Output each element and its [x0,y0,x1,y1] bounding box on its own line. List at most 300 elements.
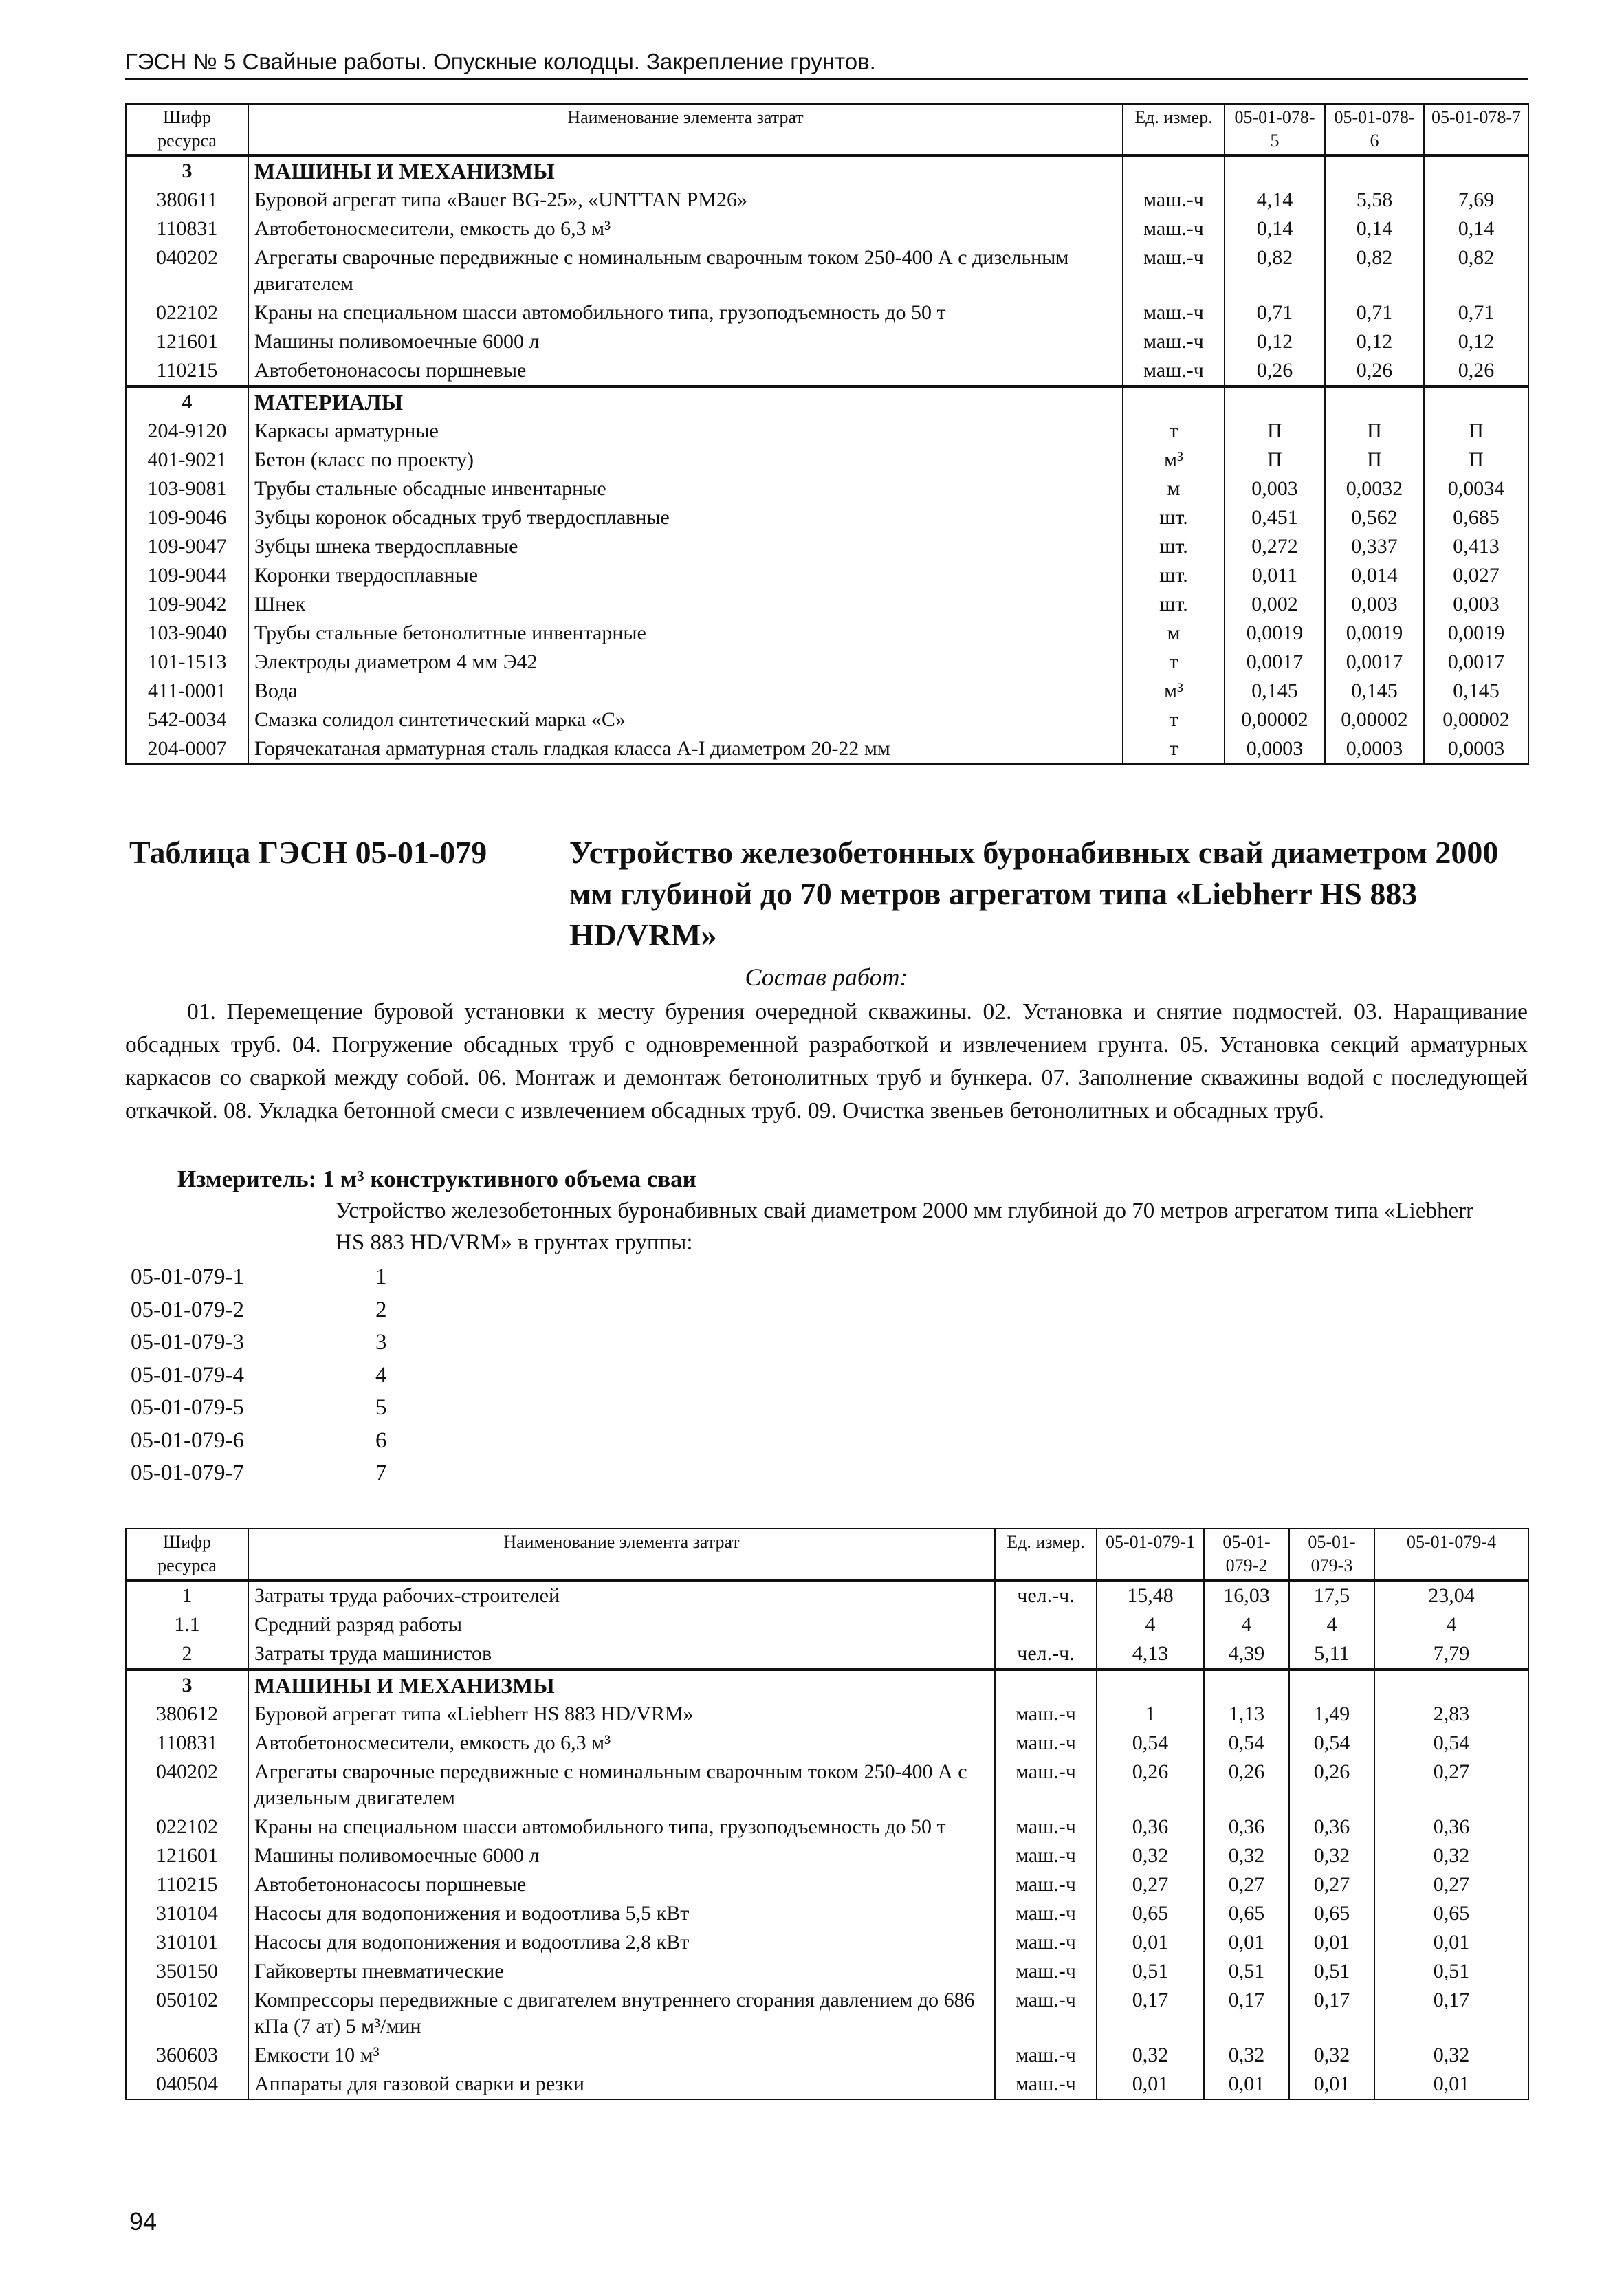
variant-code: 05-01-079-2 [131,1297,244,1322]
norm-value: 0,14 [1424,215,1528,243]
table-row [126,243,1528,298]
unit-of-measure: м³ [1123,446,1225,474]
norm-value [1225,386,1325,417]
variant-row [131,1425,543,1458]
unit-of-measure: чел.-ч. [995,1580,1097,1610]
norm-value: 5,58 [1325,186,1424,215]
table-row [126,1639,1528,1670]
resource-name: Бетон (класс по проекту) [248,446,1123,474]
page-number: 94 [129,2207,157,2235]
norm-value: 0,337 [1325,532,1424,561]
resource-code: 360603 [126,2041,248,2070]
resource-code: 050102 [126,1986,248,2041]
norm-value: 0,54 [1289,1729,1374,1758]
norm-value: 0,32 [1374,1841,1528,1870]
norm-value: 0,36 [1374,1813,1528,1841]
norm-value: 0,32 [1289,1841,1374,1870]
unit-of-measure: маш.-ч [1123,243,1225,298]
table-row [126,417,1528,446]
norm-value: 0,26 [1097,1758,1204,1813]
resource-table-079 [125,1528,1529,2100]
resource-name: МАШИНЫ И МЕХАНИЗМЫ [248,155,1123,186]
resource-code: 310104 [126,1899,248,1928]
table-row [126,532,1528,561]
variant-list [131,1261,543,1490]
norm-value: 0,82 [1225,243,1325,298]
table-row [126,298,1528,327]
resource-code: 3 [126,155,248,186]
resource-name: Агрегаты сварочные передвижные с номинальным сварочным током 250-400 А с дизельным двигателем [248,1758,995,1813]
norm-value: 0,01 [1289,1928,1374,1957]
norm-value: П [1424,417,1528,446]
norm-value: 2,83 [1374,1700,1528,1729]
norm-value: 1,49 [1289,1700,1374,1729]
column-header: Шифр ресурса [126,1529,248,1580]
norm-value: 0,0017 [1424,648,1528,677]
soil-group: 4 [375,1362,387,1388]
resource-code: 380611 [126,186,248,215]
norm-value: 0,0019 [1424,619,1528,648]
norm-value: 4 [1097,1610,1204,1639]
resource-code: 1.1 [126,1610,248,1639]
resource-code: 109-9046 [126,503,248,532]
resource-code: 4 [126,386,248,417]
norm-value: 0,51 [1097,1957,1204,1986]
norm-value: 0,145 [1424,677,1528,706]
section-row [126,386,1528,417]
table-row [126,1700,1528,1729]
norm-value: 0,12 [1325,327,1424,356]
norm-value [1289,1670,1374,1700]
norm-value: 0,01 [1289,2070,1374,2099]
norm-value: 0,26 [1225,356,1325,386]
table-row [126,1758,1528,1813]
resource-code: 022102 [126,1813,248,1841]
variant-row [131,1457,543,1490]
norm-value: 0,00002 [1424,706,1528,734]
running-header: ГЭСН № 5 Свайные работы. Опускные колодцы. Закрепление грунтов. [125,48,1528,80]
norm-value: 0,32 [1097,2041,1204,2070]
norm-value: 0,014 [1325,561,1424,590]
unit-of-measure [1123,155,1225,186]
unit-of-measure: т [1123,706,1225,734]
norm-value: 0,32 [1204,1841,1289,1870]
column-header: 05-01-078-5 [1225,104,1325,155]
table-row [126,1986,1528,2041]
resource-code: 121601 [126,1841,248,1870]
unit-of-measure: маш.-ч [995,1899,1097,1928]
unit-of-measure: маш.-ч [995,1758,1097,1813]
resource-code: 121601 [126,327,248,356]
resource-code: 2 [126,1639,248,1670]
table-row [126,1870,1528,1899]
norm-value: 0,17 [1204,1986,1289,2041]
unit-of-measure: шт. [1123,590,1225,619]
resource-code: 109-9047 [126,532,248,561]
unit-of-measure: м [1123,619,1225,648]
table-row [126,1899,1528,1928]
resource-code: 1 [126,1580,248,1610]
norm-value: 0,00002 [1225,706,1325,734]
norm-value: 0,0034 [1424,474,1528,503]
norm-value: 16,03 [1204,1580,1289,1610]
resource-name: Затраты труда машинистов [248,1639,995,1670]
soil-group: 3 [375,1330,387,1355]
resource-code: 110831 [126,1729,248,1758]
variant-row [131,1392,543,1425]
resource-code: 401-9021 [126,446,248,474]
table-row [126,1610,1528,1639]
unit-of-measure: маш.-ч [995,1841,1097,1870]
variant-row [131,1294,543,1327]
resource-name: Емкости 10 м³ [248,2041,995,2070]
table-row [126,2041,1528,2070]
norm-value: 0,685 [1424,503,1528,532]
norm-value: 0,14 [1225,215,1325,243]
table-row [126,1957,1528,1986]
soil-group: 6 [375,1428,387,1453]
unit-of-measure: маш.-ч [995,1700,1097,1729]
resource-name: Автобетононасосы поршневые [248,1870,995,1899]
norm-value: 0,413 [1424,532,1528,561]
resource-code: 022102 [126,298,248,327]
table-row [126,590,1528,619]
norm-value: 0,0003 [1225,734,1325,764]
norm-value: 0,82 [1325,243,1424,298]
norm-value: 0,51 [1289,1957,1374,1986]
resource-name: Смазка солидол синтетический марка «С» [248,706,1123,734]
column-header: Ед. измер. [995,1529,1097,1580]
unit-of-measure: т [1123,417,1225,446]
norm-value: 0,0019 [1225,619,1325,648]
variant-code: 05-01-079-1 [131,1265,244,1289]
norm-value: 0,32 [1289,2041,1374,2070]
resource-code: 109-9042 [126,590,248,619]
norm-value: 0,00002 [1325,706,1424,734]
norm-value: 0,54 [1097,1729,1204,1758]
norm-value: 0,451 [1225,503,1325,532]
resource-name: Шнек [248,590,1123,619]
norm-value [1374,1670,1528,1700]
norm-value: 0,0003 [1424,734,1528,764]
variant-row [131,1359,543,1392]
resource-name: Компрессоры передвижные с двигателем внутреннего сгорания давлением до 686 кПа (7 ат) 5 м³/мин [248,1986,995,2041]
resource-name: Средний разряд работы [248,1610,995,1639]
norm-value: П [1225,446,1325,474]
table-row [126,356,1528,386]
resource-code: 103-9081 [126,474,248,503]
unit-of-measure: чел.-ч. [995,1639,1097,1670]
resource-code: 110215 [126,356,248,386]
resource-name: Каркасы арматурные [248,417,1123,446]
norm-value [1424,155,1528,186]
table-row [126,2070,1528,2099]
section-row [126,1670,1528,1700]
resource-name: Агрегаты сварочные передвижные с номинальным сварочным током 250-400 А с дизельным двигателем [248,243,1123,298]
soil-group: 7 [375,1461,387,1485]
unit-of-measure: маш.-ч [995,1928,1097,1957]
norm-value: 0,01 [1097,2070,1204,2099]
soil-group: 1 [375,1265,387,1289]
norm-value: 0,011 [1225,561,1325,590]
variant-code: 05-01-079-5 [131,1395,244,1420]
norm-value: П [1325,417,1424,446]
table-row [126,677,1528,706]
norm-value: 17,5 [1289,1580,1374,1610]
soil-group: 2 [375,1297,387,1322]
norm-value: 0,027 [1424,561,1528,590]
norm-value: 4 [1204,1610,1289,1639]
norm-value [1225,155,1325,186]
column-header: Ед. измер. [1123,104,1225,155]
unit-of-measure: шт. [1123,561,1225,590]
table-row [126,446,1528,474]
work-composition-text: 01. Перемещение буровой установки к месту бурения очередной скважины. 02. Установка и снятие подмостей. 03. Наращивание обсадных труб. 04. Погружение обсадных труб с одновременной разработкой и извлечением грунта. 05. Установка секций арматурных каркасов со сваркой между собой. 06. Монтаж и демонтаж бетонолитных труб и бункера. 07. Заполнение скважины водой с последующей откачкой. 08. Укладка бетонной смеси с извлечением обсадных труб. 09. Очистка звеньев бетонолитных и обсадных труб. [125,999,1528,1124]
norm-value [1424,386,1528,417]
unit-of-measure: шт. [1123,503,1225,532]
table-header-row [126,1529,1528,1580]
resource-name: Насосы для водопонижения и водоотлива 5,5 кВт [248,1899,995,1928]
resource-code: 040202 [126,1758,248,1813]
norm-value: 0,003 [1225,474,1325,503]
norm-value: 0,32 [1374,2041,1528,2070]
norm-value: 4,13 [1097,1639,1204,1670]
resource-code: 101-1513 [126,648,248,677]
variant-code: 05-01-079-4 [131,1362,244,1388]
unit-of-measure: маш.-ч [995,1729,1097,1758]
unit-of-measure: шт. [1123,532,1225,561]
norm-value: 0,32 [1097,1841,1204,1870]
norm-value: 0,01 [1204,2070,1289,2099]
resource-name: Зубцы шнека твердосплавные [248,532,1123,561]
resource-name: МАТЕРИАЛЫ [248,386,1123,417]
table-title: Устройство железобетонных буронабивных свай диаметром 2000 мм глубиной до 70 метров агрегатом типа «Liebherr HS 883 HD/VRM» [569,835,1499,952]
norm-value: 0,0017 [1325,648,1424,677]
resource-name: Аппараты для газовой сварки и резки [248,2070,995,2099]
resource-name: Насосы для водопонижения и водоотлива 2,8 кВт [248,1928,995,1957]
resource-code: 110831 [126,215,248,243]
norm-value [1325,155,1424,186]
norm-value: 0,65 [1374,1899,1528,1928]
norm-value: 0,0032 [1325,474,1424,503]
column-header: 05-01-079-2 [1204,1529,1289,1580]
column-header: 05-01-079-1 [1097,1529,1204,1580]
resource-code: 380612 [126,1700,248,1729]
column-header: Наименование элемента затрат [248,104,1123,155]
resource-code: 3 [126,1670,248,1700]
resource-name: МАШИНЫ И МЕХАНИЗМЫ [248,1670,995,1700]
norm-value: 0,27 [1204,1870,1289,1899]
norm-value: 0,17 [1374,1986,1528,2041]
norm-value: 0,0019 [1325,619,1424,648]
norm-value: 0,272 [1225,532,1325,561]
norm-value: 4,14 [1225,186,1325,215]
norm-value: 0,17 [1289,1986,1374,2041]
section-row [126,155,1528,186]
norm-value: 0,01 [1374,2070,1528,2099]
norm-value: 0,51 [1374,1957,1528,1986]
table-row [126,648,1528,677]
resource-code: 310101 [126,1928,248,1957]
unit-of-measure: маш.-ч [995,2041,1097,2070]
table-header-row [126,104,1528,155]
work-composition-title: Состав работ: [745,963,908,991]
norm-value: 0,27 [1097,1870,1204,1899]
resource-code: 040504 [126,2070,248,2099]
unit-of-measure: м [1123,474,1225,503]
norm-value: 0,71 [1225,298,1325,327]
norm-value: 0,26 [1424,356,1528,386]
norm-value: 0,0017 [1225,648,1325,677]
resource-code: 103-9040 [126,619,248,648]
resource-code: 204-0007 [126,734,248,764]
norm-value: 0,26 [1204,1758,1289,1813]
resource-name: Горячекатаная арматурная сталь гладкая класса А-I диаметром 20-22 мм [248,734,1123,764]
resource-name: Автобетононасосы поршневые [248,356,1123,386]
measurement-unit: Измеритель: 1 м³ конструктивного объема сваи [177,1166,696,1192]
norm-value: 1,13 [1204,1700,1289,1729]
column-header: 05-01-078-7 [1424,104,1528,155]
norm-value: 0,71 [1424,298,1528,327]
norm-value: 0,27 [1289,1870,1374,1899]
table-row [126,327,1528,356]
resource-name: Зубцы коронок обсадных труб твердосплавные [248,503,1123,532]
resource-name: Буровой агрегат типа «Liebherr HS 883 HD/VRM» [248,1700,995,1729]
resource-name: Машины поливомоечные 6000 л [248,1841,995,1870]
variant-row [131,1261,543,1294]
column-header: Наименование элемента затрат [248,1529,995,1580]
resource-name: Электроды диаметром 4 мм Э42 [248,648,1123,677]
resource-name: Автобетоносмесители, емкость до 6,3 м³ [248,215,1123,243]
norm-value: 0,003 [1424,590,1528,619]
table-row [126,1729,1528,1758]
unit-of-measure: маш.-ч [995,2070,1097,2099]
norm-value: П [1325,446,1424,474]
variant-row [131,1326,543,1359]
table-body [126,155,1528,764]
resource-name: Трубы стальные обсадные инвентарные [248,474,1123,503]
variant-code: 05-01-079-3 [131,1330,244,1355]
norm-value: 4 [1374,1610,1528,1639]
resource-table-078 [125,103,1529,765]
norm-value: 0,01 [1204,1928,1289,1957]
norm-value: 0,145 [1325,677,1424,706]
norm-value: 1 [1097,1700,1204,1729]
norm-value: 0,36 [1289,1813,1374,1841]
unit-of-measure: маш.-ч [1123,327,1225,356]
table-row [126,186,1528,215]
table-body [126,1580,1528,2099]
column-header: 05-01-079-3 [1289,1529,1374,1580]
norm-value: 0,145 [1225,677,1325,706]
unit-of-measure [1123,386,1225,417]
unit-of-measure: маш.-ч [995,1986,1097,2041]
unit-of-measure: маш.-ч [995,1870,1097,1899]
norm-value: 0,002 [1225,590,1325,619]
table-row [126,503,1528,532]
norm-value: 0,54 [1204,1729,1289,1758]
norm-value: 15,48 [1097,1580,1204,1610]
unit-of-measure: т [1123,648,1225,677]
unit-of-measure [995,1670,1097,1700]
norm-value: 7,69 [1424,186,1528,215]
table-row [126,561,1528,590]
column-header: 05-01-078-6 [1325,104,1424,155]
resource-name: Краны на специальном шасси автомобильного типа, грузоподъемность до 50 т [248,298,1123,327]
table-number: Таблица ГЭСН 05-01-079 [129,835,487,870]
norm-value: 0,003 [1325,590,1424,619]
resource-code: 542-0034 [126,706,248,734]
norm-value: 0,65 [1289,1899,1374,1928]
variant-description: Устройство железобетонных буронабивных свай диаметром 2000 мм глубиной до 70 метров агрегатом типа «Liebherr HS 883 HD/VRM» в грунтах группы: [336,1199,1474,1255]
norm-value: 4 [1289,1610,1374,1639]
variant-code: 05-01-079-7 [131,1461,244,1485]
norm-value: 0,32 [1204,2041,1289,2070]
resource-name: Гайковерты пневматические [248,1957,995,1986]
norm-value: 0,26 [1325,356,1424,386]
norm-value: П [1424,446,1528,474]
resource-name: Трубы стальные бетонолитные инвентарные [248,619,1123,648]
table-row [126,1580,1528,1610]
norm-value: 0,71 [1325,298,1424,327]
norm-value: 0,65 [1097,1899,1204,1928]
unit-of-measure: маш.-ч [1123,186,1225,215]
norm-value: 0,12 [1424,327,1528,356]
norm-value: 0,36 [1204,1813,1289,1841]
table-row [126,706,1528,734]
norm-value: 0,65 [1204,1899,1289,1928]
soil-group: 5 [375,1395,387,1420]
norm-value: 7,79 [1374,1639,1528,1670]
resource-name: Вода [248,677,1123,706]
norm-value: 4,39 [1204,1639,1289,1670]
unit-of-measure: маш.-ч [995,1957,1097,1986]
resource-code: 040202 [126,243,248,298]
norm-value: 5,11 [1289,1639,1374,1670]
norm-value: 0,0003 [1325,734,1424,764]
resource-code: 110215 [126,1870,248,1899]
resource-code: 411-0001 [126,677,248,706]
norm-value: 0,14 [1325,215,1424,243]
unit-of-measure: т [1123,734,1225,764]
norm-value: П [1225,417,1325,446]
norm-value [1097,1670,1204,1700]
unit-of-measure: маш.-ч [1123,298,1225,327]
resource-name: Затраты труда рабочих-строителей [248,1580,995,1610]
table-row [126,1841,1528,1870]
norm-value [1325,386,1424,417]
norm-value: 0,36 [1097,1813,1204,1841]
resource-name: Коронки твердосплавные [248,561,1123,590]
table-row [126,619,1528,648]
norm-value: 0,26 [1289,1758,1374,1813]
norm-value: 0,01 [1374,1928,1528,1957]
norm-value: 0,54 [1374,1729,1528,1758]
table-row [126,734,1528,764]
resource-name: Краны на специальном шасси автомобильного типа, грузоподъемность до 50 т [248,1813,995,1841]
column-header: 05-01-079-4 [1374,1529,1528,1580]
resource-code: 109-9044 [126,561,248,590]
resource-name: Буровой агрегат типа «Bauer BG-25», «UNTTAN PM26» [248,186,1123,215]
resource-code: 350150 [126,1957,248,1986]
norm-value: 0,27 [1374,1870,1528,1899]
unit-of-measure: маш.-ч [1123,215,1225,243]
unit-of-measure [995,1610,1097,1639]
resource-name: Автобетоносмесители, емкость до 6,3 м³ [248,1729,995,1758]
unit-of-measure: м³ [1123,677,1225,706]
variant-code: 05-01-079-6 [131,1428,244,1453]
table-row [126,1928,1528,1957]
